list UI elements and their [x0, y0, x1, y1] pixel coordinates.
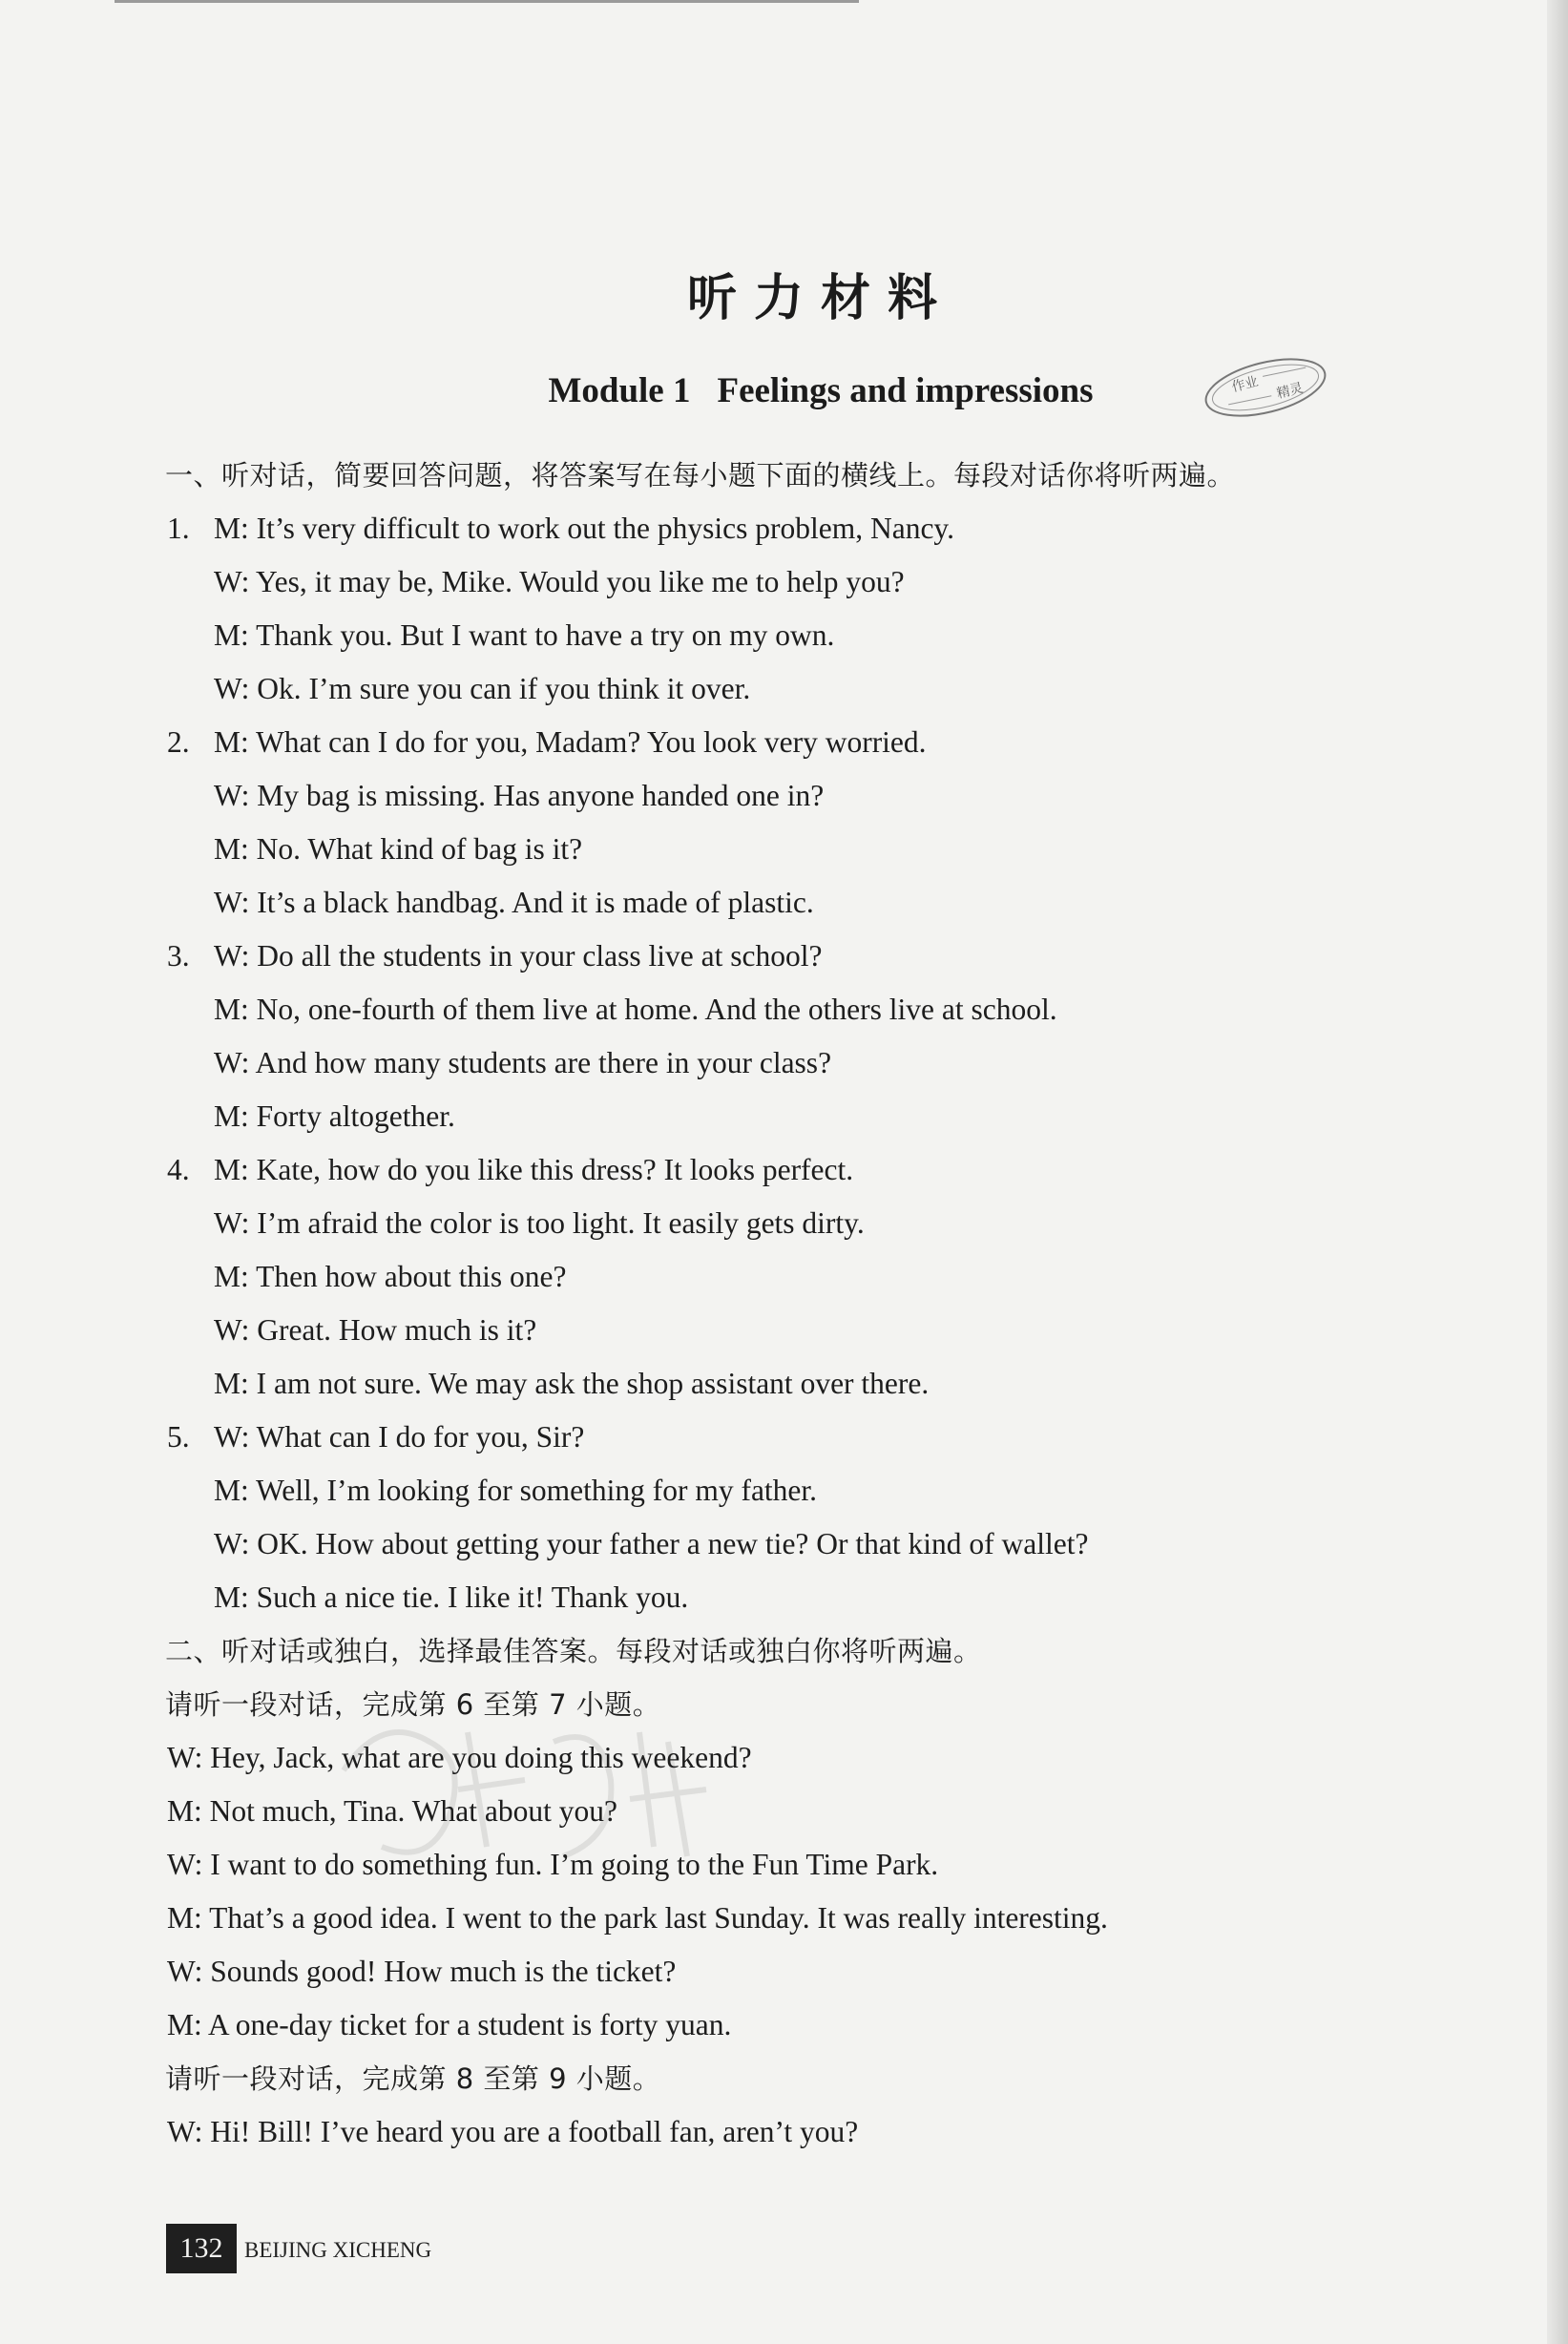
line-text: It’s very difficult to work out the physics problem, Nancy.: [256, 512, 955, 545]
speaker: M: [167, 1901, 195, 1935]
speaker: W: [167, 2115, 195, 2148]
speaker: W: [214, 1206, 241, 1240]
dialog-line: 3. W: Do all the students in your class live at school?: [167, 930, 1436, 983]
module-name: Feelings and impressions: [717, 371, 1094, 410]
speaker: M: [167, 1794, 195, 1828]
speaker: W: [214, 1527, 241, 1560]
line-text: OK. How about getting your father a new tie? Or that kind of wallet?: [257, 1527, 1089, 1560]
line-text: I’m afraid the color is too light. It easily gets dirty.: [257, 1206, 865, 1240]
speaker: W: [214, 1420, 241, 1454]
line-text: Yes, it may be, Mike. Would you like me to help you?: [256, 565, 905, 598]
speaker: W: [167, 1955, 195, 1988]
line-text: What can I do for you, Madam? You look very worried.: [256, 725, 927, 759]
dialog-line: M: Such a nice tie. I like it! Thank you.: [214, 1580, 689, 1614]
speaker: W: [214, 565, 241, 598]
line-text: Forty altogether.: [256, 1099, 455, 1133]
dialog-line: W: Ok. I’m sure you can if you think it over.: [214, 672, 751, 705]
dialog-line: W: OK. How about getting your father a new tie? Or that kind of wallet?: [214, 1527, 1089, 1560]
line-text: That’s a good idea. I went to the park last Sunday. It was really interesting.: [209, 1901, 1108, 1935]
dialog-line: 5. W: What can I do for you, Sir?: [167, 1411, 1436, 1464]
module-label: Module 1: [548, 371, 691, 410]
item-number: 2.: [167, 725, 190, 759]
speaker: M: [214, 1260, 241, 1293]
line-text: I am not sure. We may ask the shop assistant over there.: [256, 1367, 930, 1400]
speaker: M: [214, 993, 241, 1026]
speaker: W: [167, 1848, 195, 1881]
item-number: 4.: [167, 1153, 190, 1186]
listening-script: [167, 449, 1436, 2159]
speaker: M: [214, 1099, 241, 1133]
item-number: 1.: [167, 512, 190, 545]
line-text: No. What kind of bag is it?: [256, 832, 583, 866]
page-title: 听力材料: [686, 270, 954, 327]
section2-intro: 请听一段对话，完成第 6 至第 7 小题。: [165, 1688, 661, 1721]
dialog-line: W: I’m afraid the color is too light. It easily gets dirty.: [214, 1206, 865, 1240]
speaker: M: [214, 512, 241, 545]
svg-text:精灵: 精灵: [1275, 380, 1306, 403]
section1-heading: 一、听对话，简要回答问题，将答案写在每小题下面的横线上。每段对话你将听两遍。: [165, 459, 1236, 492]
line-text: What can I do for you, Sir?: [256, 1420, 585, 1454]
line-text: Do all the students in your class live at school?: [257, 939, 823, 973]
section2-heading: 二、听对话或独白，选择最佳答案。每段对话或独白你将听两遍。: [165, 1635, 982, 1667]
page-edge-shadow: [1547, 0, 1568, 2344]
page-number: 132: [166, 2224, 237, 2273]
line-text: A one-day ticket for a student is forty yuan.: [207, 2008, 732, 2041]
dialog-line: W: It’s a black handbag. And it is made of plastic.: [214, 886, 814, 919]
line-text: It’s a black handbag. And it is made of plastic.: [257, 886, 814, 919]
stamp-logo-icon: [1195, 353, 1336, 422]
speaker: M: [214, 725, 241, 759]
speaker: W: [214, 1313, 241, 1347]
line-text: Hi! Bill! I’ve heard you are a football fan, aren’t you?: [210, 2115, 859, 2148]
dialog-line: M: Not much, Tina. What about you?: [167, 1794, 617, 1828]
speaker: W: [214, 1046, 241, 1079]
dialog-line: M: No. What kind of bag is it?: [214, 832, 583, 866]
speaker: W: [214, 939, 241, 973]
line-text: Ok. I’m sure you can if you think it over.: [257, 672, 751, 705]
line-text: Thank you. But I want to have a try on my own.: [256, 618, 835, 652]
line-text: Kate, how do you like this dress? It looks perfect.: [256, 1153, 854, 1186]
line-text: Sounds good! How much is the ticket?: [210, 1955, 677, 1988]
speaker: M: [214, 1474, 241, 1507]
line-text: Hey, Jack, what are you doing this weekend?: [210, 1741, 752, 1774]
dialog-line: 4. M: Kate, how do you like this dress? It looks perfect.: [167, 1143, 1436, 1197]
dialog-line: W: I want to do something fun. I’m going to the Fun Time Park.: [167, 1848, 939, 1881]
dialog-line: M: I am not sure. We may ask the shop assistant over there.: [214, 1367, 930, 1400]
top-rule: [115, 0, 859, 3]
line-text: Well, I’m looking for something for my father.: [256, 1474, 818, 1507]
speaker: M: [214, 618, 241, 652]
footer-label: BEIJING XICHENG: [244, 2238, 432, 2262]
item-number: 3.: [167, 939, 190, 973]
dialog-line: W: And how many students are there in your class?: [214, 1046, 832, 1079]
line-text: And how many students are there in your class?: [255, 1046, 832, 1079]
dialog-line: W: Great. How much is it?: [214, 1313, 537, 1347]
dialog-line: M: No, one-fourth of them live at home. And the others live at school.: [214, 993, 1057, 1026]
speaker: M: [167, 2008, 195, 2041]
dialog-line: M: Well, I’m looking for something for my father.: [214, 1474, 818, 1507]
dialog-line: M: A one-day ticket for a student is forty yuan.: [167, 2008, 732, 2041]
dialog-line: 2. M: What can I do for you, Madam? You look very worried.: [167, 716, 1436, 769]
speaker: W: [214, 672, 241, 705]
speaker: M: [214, 1580, 241, 1614]
dialog-line: W: Sounds good! How much is the ticket?: [167, 1955, 677, 1988]
item-number: 5.: [167, 1420, 190, 1454]
dialog-line: M: That’s a good idea. I went to the park last Sunday. It was really interesting.: [167, 1901, 1108, 1935]
speaker: W: [167, 1741, 195, 1774]
speaker: W: [214, 886, 241, 919]
dialog-line: M: Then how about this one?: [214, 1260, 567, 1293]
speaker: M: [214, 1367, 241, 1400]
dialog-line: W: My bag is missing. Has anyone handed one in?: [214, 779, 825, 812]
dialog-line: M: Thank you. But I want to have a try on my own.: [214, 618, 835, 652]
svg-text:作业: 作业: [1230, 373, 1261, 396]
line-text: I want to do something fun. I’m going to the Fun Time Park.: [210, 1848, 939, 1881]
dialog-line: W: Hey, Jack, what are you doing this weekend?: [167, 1741, 752, 1774]
speaker: M: [214, 832, 241, 866]
line-text: Not much, Tina. What about you?: [209, 1794, 617, 1828]
dialog-line: M: Forty altogether.: [214, 1099, 455, 1133]
line-text: Such a nice tie. I like it! Thank you.: [256, 1580, 689, 1614]
dialog-line: W: Yes, it may be, Mike. Would you like me to help you?: [214, 565, 905, 598]
speaker: W: [214, 779, 241, 812]
line-text: No, one-fourth of them live at home. And the others live at school.: [256, 993, 1057, 1026]
speaker: M: [214, 1153, 241, 1186]
section2-intro: 请听一段对话，完成第 8 至第 9 小题。: [165, 2062, 661, 2095]
line-text: Great. How much is it?: [257, 1313, 537, 1347]
dialog-line: W: Hi! Bill! I’ve heard you are a football fan, aren’t you?: [167, 2115, 859, 2148]
line-text: Then how about this one?: [256, 1260, 567, 1293]
dialog-line: 1. M: It’s very difficult to work out the physics problem, Nancy.: [167, 502, 1436, 555]
line-text: My bag is missing. Has anyone handed one in?: [257, 779, 825, 812]
